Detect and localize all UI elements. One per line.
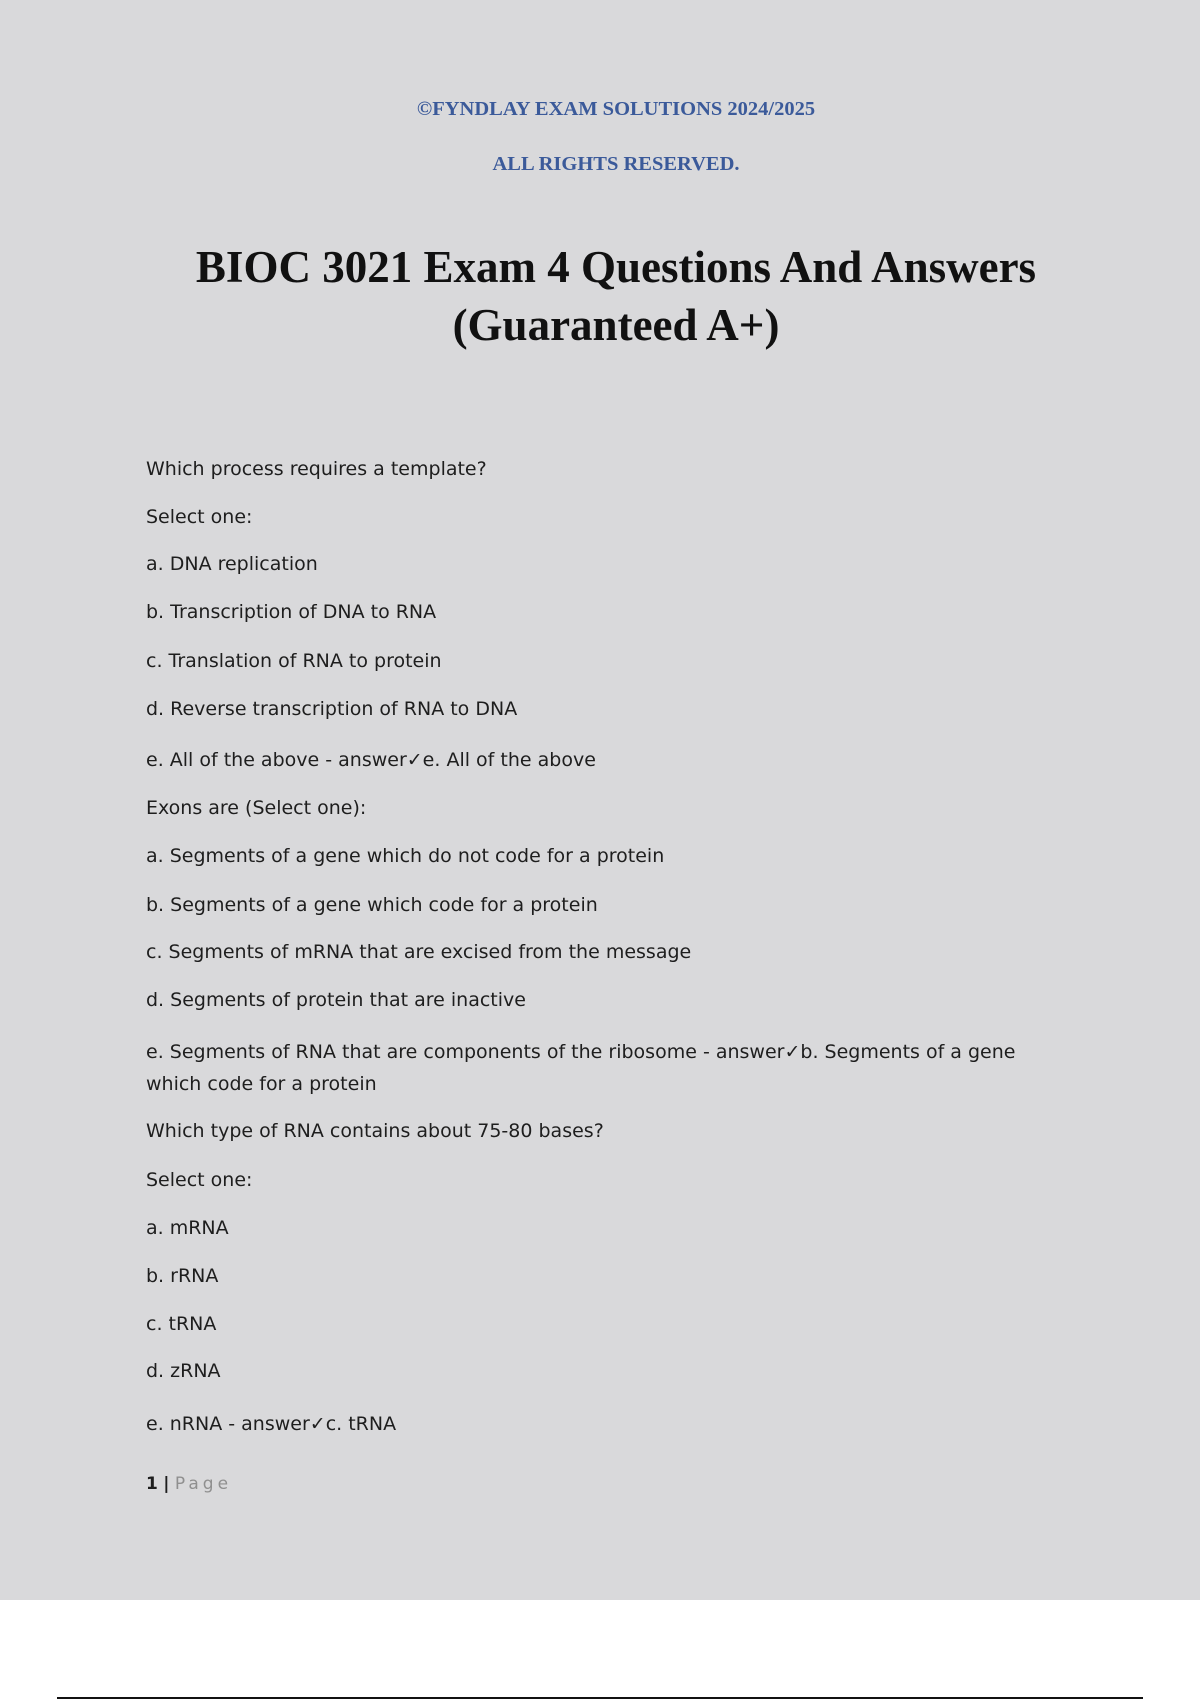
title-line-1: BIOC 3021 Exam 4 Questions And Answers <box>195 242 1037 292</box>
copyright-header: ©FYNDLAY EXAM SOLUTIONS 2024/2025 <box>416 98 816 120</box>
question-1-option-d: d. Reverse transcription of RNA to DNA <box>146 698 518 720</box>
question-3-option-a: a. mRNA <box>146 1217 229 1239</box>
question-1-option-e-answer: e. All of the above - answer✓e. All of the above <box>146 749 596 771</box>
document-title <box>0 238 1200 354</box>
question-1-instruction: Select one: <box>146 506 253 528</box>
question-1-option-c: c. Translation of RNA to protein <box>146 650 442 672</box>
question-2-option-b: b. Segments of a gene which code for a protein <box>146 894 598 916</box>
question-3-option-b: b. rRNA <box>146 1265 219 1287</box>
question-3-text: Which type of RNA contains about 75-80 bases? <box>146 1120 604 1142</box>
question-3-option-c: c. tRNA <box>146 1313 217 1335</box>
question-3-option-e-answer: e. nRNA - answer✓c. tRNA <box>146 1413 397 1435</box>
page-separator: | <box>163 1474 170 1494</box>
page-footer <box>146 1474 232 1494</box>
question-3-option-d: d. zRNA <box>146 1360 221 1382</box>
page-number: 1 <box>146 1474 158 1494</box>
question-1-option-a: a. DNA replication <box>146 553 318 575</box>
question-2-option-a: a. Segments of a gene which do not code for a protein <box>146 845 665 867</box>
question-2-option-d: d. Segments of protein that are inactive <box>146 989 526 1011</box>
title-line-2: (Guaranteed A+) <box>452 300 780 350</box>
question-2-option-c: c. Segments of mRNA that are excised from the message <box>146 941 692 963</box>
page-label: Page <box>174 1474 233 1494</box>
question-2-text: Exons are (Select one): <box>146 797 367 819</box>
question-2-option-e-answer: e. Segments of RNA that are components of the ribosome - answer✓b. Segments of a gene which code for a protein <box>146 1041 1016 1095</box>
page-divider <box>57 1697 1143 1699</box>
rights-header: ALL RIGHTS RESERVED. <box>492 153 740 175</box>
question-1-option-b: b. Transcription of DNA to RNA <box>146 601 437 623</box>
question-3-instruction: Select one: <box>146 1169 253 1191</box>
question-1-text: Which process requires a template? <box>146 458 487 480</box>
